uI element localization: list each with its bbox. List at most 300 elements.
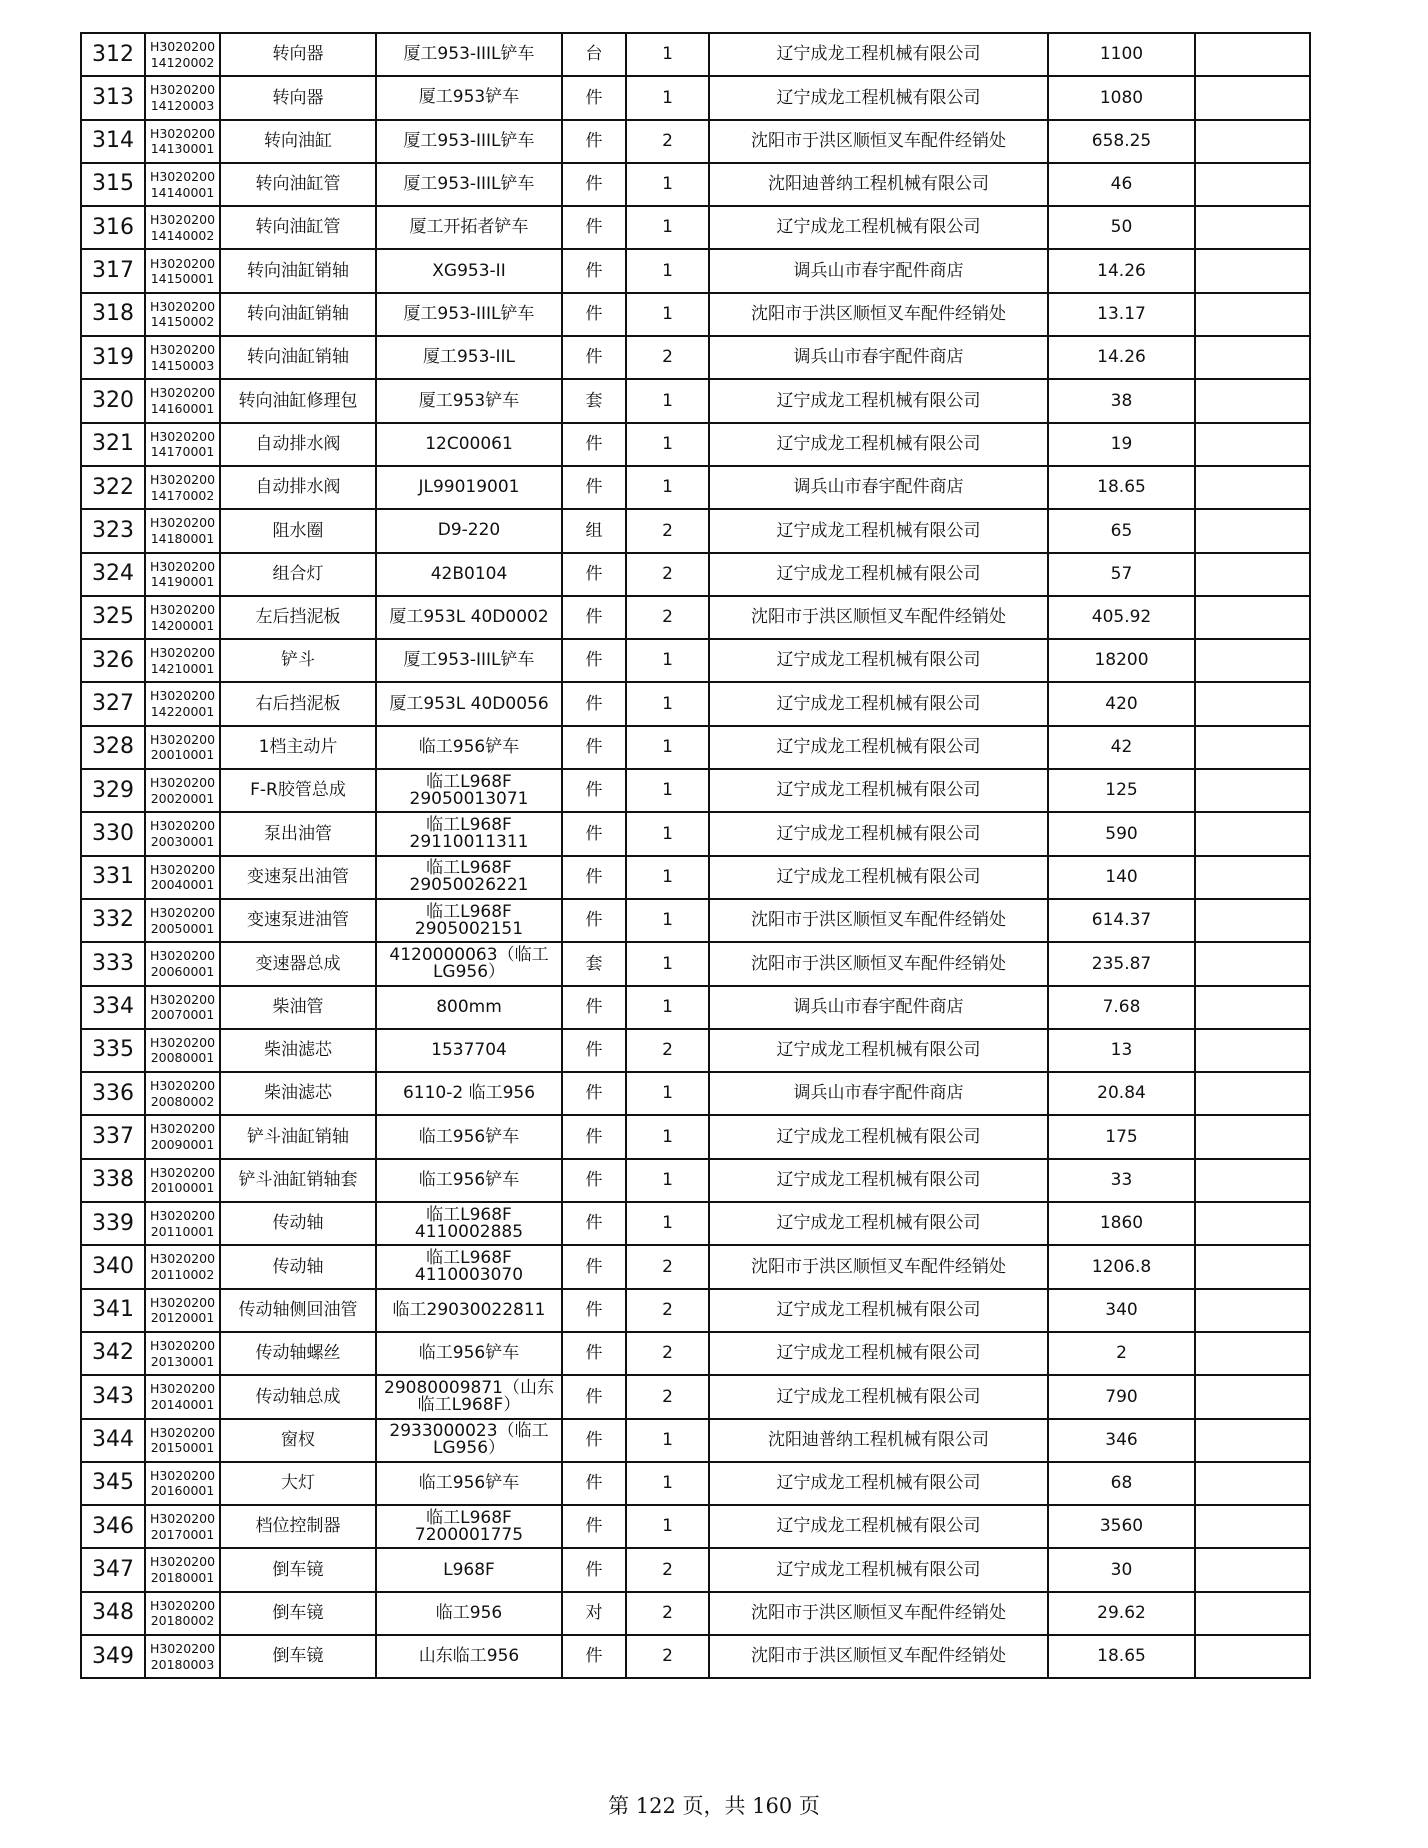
item-note xyxy=(1195,293,1310,336)
row-number: 337 xyxy=(81,1115,145,1158)
item-quantity: 1 xyxy=(626,899,709,942)
item-spec: 厦工953L 40D0056 xyxy=(376,682,562,725)
item-unit: 件 xyxy=(562,1462,626,1505)
table-row xyxy=(81,1202,1310,1245)
item-note xyxy=(1195,1289,1310,1332)
item-code: H3020200 14140002 xyxy=(145,206,220,249)
item-name: 转向油缸销轴 xyxy=(220,293,376,336)
item-note xyxy=(1195,249,1310,292)
row-number: 317 xyxy=(81,249,145,292)
item-note xyxy=(1195,1592,1310,1635)
item-name: F-R胶管总成 xyxy=(220,769,376,812)
item-code: H3020200 20070001 xyxy=(145,986,220,1029)
item-note xyxy=(1195,986,1310,1029)
item-quantity: 1 xyxy=(626,639,709,682)
item-code: H3020200 14120003 xyxy=(145,76,220,119)
item-name: 转向油缸销轴 xyxy=(220,249,376,292)
parts-price-table xyxy=(80,32,1311,1679)
item-spec: 厦工开拓者铲车 xyxy=(376,206,562,249)
table-row xyxy=(81,336,1310,379)
item-quantity: 1 xyxy=(626,1462,709,1505)
item-code: H3020200 14170001 xyxy=(145,423,220,466)
item-code: H3020200 14160001 xyxy=(145,379,220,422)
table-row xyxy=(81,1505,1310,1548)
row-number: 346 xyxy=(81,1505,145,1548)
item-supplier: 辽宁成龙工程机械有限公司 xyxy=(709,76,1048,119)
item-spec: 临工L968F 4110003070 xyxy=(376,1245,562,1288)
item-price: 38 xyxy=(1048,379,1195,422)
item-unit: 件 xyxy=(562,1548,626,1591)
item-supplier: 辽宁成龙工程机械有限公司 xyxy=(709,1375,1048,1418)
item-code: H3020200 14200001 xyxy=(145,596,220,639)
item-unit: 件 xyxy=(562,206,626,249)
item-unit: 组 xyxy=(562,509,626,552)
item-spec: 厦工953-IIIL铲车 xyxy=(376,293,562,336)
item-spec: D9-220 xyxy=(376,509,562,552)
item-code: H3020200 14140001 xyxy=(145,163,220,206)
item-code: H3020200 20010001 xyxy=(145,726,220,769)
item-supplier: 辽宁成龙工程机械有限公司 xyxy=(709,682,1048,725)
item-quantity: 1 xyxy=(626,1072,709,1115)
item-name: 大灯 xyxy=(220,1462,376,1505)
item-spec: 临工L968F 2905002151 xyxy=(376,899,562,942)
item-supplier: 沈阳市于洪区顺恒叉车配件经销处 xyxy=(709,1245,1048,1288)
row-number: 324 xyxy=(81,553,145,596)
row-number: 341 xyxy=(81,1289,145,1332)
item-supplier: 辽宁成龙工程机械有限公司 xyxy=(709,553,1048,596)
item-name: 左后挡泥板 xyxy=(220,596,376,639)
item-spec: 临工L968F 29050026221 xyxy=(376,856,562,899)
item-note xyxy=(1195,1419,1310,1462)
item-name: 转向油缸管 xyxy=(220,163,376,206)
item-unit: 台 xyxy=(562,33,626,76)
item-supplier: 调兵山市春宇配件商店 xyxy=(709,986,1048,1029)
item-name: 倒车镜 xyxy=(220,1635,376,1678)
row-number: 328 xyxy=(81,726,145,769)
item-code: H3020200 14170002 xyxy=(145,466,220,509)
item-unit: 件 xyxy=(562,120,626,163)
item-note xyxy=(1195,1375,1310,1418)
item-note xyxy=(1195,1462,1310,1505)
item-name: 泵出油管 xyxy=(220,812,376,855)
item-spec: 临工956铲车 xyxy=(376,1159,562,1202)
row-number: 321 xyxy=(81,423,145,466)
item-unit: 套 xyxy=(562,379,626,422)
item-note xyxy=(1195,726,1310,769)
item-price: 57 xyxy=(1048,553,1195,596)
item-unit: 件 xyxy=(562,726,626,769)
item-quantity: 2 xyxy=(626,1635,709,1678)
item-code: H3020200 20030001 xyxy=(145,812,220,855)
item-spec: L968F xyxy=(376,1548,562,1591)
table-row xyxy=(81,1462,1310,1505)
row-number: 336 xyxy=(81,1072,145,1115)
item-price: 346 xyxy=(1048,1419,1195,1462)
item-price: 2 xyxy=(1048,1332,1195,1375)
item-price: 46 xyxy=(1048,163,1195,206)
item-unit: 件 xyxy=(562,76,626,119)
item-spec: 厦工953L 40D0002 xyxy=(376,596,562,639)
item-name: 柴油滤芯 xyxy=(220,1072,376,1115)
item-spec: 临工L968F 29110011311 xyxy=(376,812,562,855)
item-code: H3020200 20050001 xyxy=(145,899,220,942)
item-code: H3020200 20160001 xyxy=(145,1462,220,1505)
row-number: 332 xyxy=(81,899,145,942)
row-number: 329 xyxy=(81,769,145,812)
item-name: 柴油滤芯 xyxy=(220,1029,376,1072)
item-note xyxy=(1195,163,1310,206)
item-supplier: 辽宁成龙工程机械有限公司 xyxy=(709,639,1048,682)
item-code: H3020200 20130001 xyxy=(145,1332,220,1375)
item-quantity: 1 xyxy=(626,769,709,812)
item-spec: 临工956铲车 xyxy=(376,1115,562,1158)
row-number: 330 xyxy=(81,812,145,855)
item-code: H3020200 20120001 xyxy=(145,1289,220,1332)
item-price: 13 xyxy=(1048,1029,1195,1072)
table-body xyxy=(81,33,1310,1678)
item-unit: 件 xyxy=(562,1332,626,1375)
item-unit: 件 xyxy=(562,1245,626,1288)
item-note xyxy=(1195,336,1310,379)
row-number: 344 xyxy=(81,1419,145,1462)
item-code: H3020200 20180002 xyxy=(145,1592,220,1635)
table-row xyxy=(81,596,1310,639)
item-supplier: 沈阳市于洪区顺恒叉车配件经销处 xyxy=(709,1592,1048,1635)
page-number: 第 122 页，共 160 页 xyxy=(608,1794,820,1818)
item-price: 658.25 xyxy=(1048,120,1195,163)
table-row xyxy=(81,1115,1310,1158)
item-quantity: 2 xyxy=(626,1375,709,1418)
item-code: H3020200 14220001 xyxy=(145,682,220,725)
table-row xyxy=(81,942,1310,985)
item-supplier: 沈阳市于洪区顺恒叉车配件经销处 xyxy=(709,596,1048,639)
item-code: H3020200 20110002 xyxy=(145,1245,220,1288)
row-number: 340 xyxy=(81,1245,145,1288)
item-price: 7.68 xyxy=(1048,986,1195,1029)
row-number: 342 xyxy=(81,1332,145,1375)
item-supplier: 辽宁成龙工程机械有限公司 xyxy=(709,1029,1048,1072)
item-name: 档位控制器 xyxy=(220,1505,376,1548)
row-number: 333 xyxy=(81,942,145,985)
item-name: 传动轴 xyxy=(220,1202,376,1245)
item-quantity: 2 xyxy=(626,1332,709,1375)
item-note xyxy=(1195,899,1310,942)
item-quantity: 1 xyxy=(626,1505,709,1548)
item-supplier: 调兵山市春宇配件商店 xyxy=(709,336,1048,379)
item-note xyxy=(1195,423,1310,466)
item-price: 590 xyxy=(1048,812,1195,855)
item-quantity: 1 xyxy=(626,163,709,206)
item-name: 转向油缸修理包 xyxy=(220,379,376,422)
item-quantity: 1 xyxy=(626,682,709,725)
item-price: 125 xyxy=(1048,769,1195,812)
item-spec: 29080009871（山东 临工L968F） xyxy=(376,1375,562,1418)
item-price: 14.26 xyxy=(1048,336,1195,379)
item-note xyxy=(1195,769,1310,812)
item-unit: 件 xyxy=(562,596,626,639)
item-unit: 件 xyxy=(562,1505,626,1548)
item-quantity: 2 xyxy=(626,509,709,552)
item-quantity: 2 xyxy=(626,336,709,379)
item-note xyxy=(1195,1072,1310,1115)
item-spec: 1537704 xyxy=(376,1029,562,1072)
item-code: H3020200 20140001 xyxy=(145,1375,220,1418)
item-price: 42 xyxy=(1048,726,1195,769)
table-row xyxy=(81,249,1310,292)
item-name: 传动轴 xyxy=(220,1245,376,1288)
item-unit: 件 xyxy=(562,1072,626,1115)
row-number: 349 xyxy=(81,1635,145,1678)
item-spec: 厦工953-IIL xyxy=(376,336,562,379)
item-quantity: 1 xyxy=(626,726,709,769)
item-spec: 临工L968F 4110002885 xyxy=(376,1202,562,1245)
table-row xyxy=(81,1375,1310,1418)
table-row xyxy=(81,1072,1310,1115)
item-supplier: 辽宁成龙工程机械有限公司 xyxy=(709,423,1048,466)
item-unit: 件 xyxy=(562,1029,626,1072)
item-note xyxy=(1195,33,1310,76)
table-row xyxy=(81,899,1310,942)
item-supplier: 调兵山市春宇配件商店 xyxy=(709,1072,1048,1115)
item-price: 65 xyxy=(1048,509,1195,552)
table-row xyxy=(81,986,1310,1029)
item-supplier: 辽宁成龙工程机械有限公司 xyxy=(709,1505,1048,1548)
row-number: 319 xyxy=(81,336,145,379)
item-unit: 件 xyxy=(562,466,626,509)
item-quantity: 2 xyxy=(626,1289,709,1332)
item-quantity: 1 xyxy=(626,466,709,509)
table-row xyxy=(81,293,1310,336)
item-price: 20.84 xyxy=(1048,1072,1195,1115)
item-name: 自动排水阀 xyxy=(220,466,376,509)
row-number: 343 xyxy=(81,1375,145,1418)
item-name: 变速器总成 xyxy=(220,942,376,985)
item-spec: 厦工953铲车 xyxy=(376,379,562,422)
item-name: 倒车镜 xyxy=(220,1592,376,1635)
item-spec: 厦工953铲车 xyxy=(376,76,562,119)
item-supplier: 辽宁成龙工程机械有限公司 xyxy=(709,509,1048,552)
item-code: H3020200 20100001 xyxy=(145,1159,220,1202)
item-unit: 件 xyxy=(562,1159,626,1202)
item-supplier: 辽宁成龙工程机械有限公司 xyxy=(709,206,1048,249)
item-name: 阻水圈 xyxy=(220,509,376,552)
item-price: 18200 xyxy=(1048,639,1195,682)
item-unit: 件 xyxy=(562,293,626,336)
item-price: 18.65 xyxy=(1048,1635,1195,1678)
table-row xyxy=(81,812,1310,855)
item-price: 14.26 xyxy=(1048,249,1195,292)
item-name: 铲斗 xyxy=(220,639,376,682)
item-note xyxy=(1195,76,1310,119)
row-number: 318 xyxy=(81,293,145,336)
item-code: H3020200 14120002 xyxy=(145,33,220,76)
row-number: 327 xyxy=(81,682,145,725)
item-price: 29.62 xyxy=(1048,1592,1195,1635)
item-quantity: 1 xyxy=(626,33,709,76)
row-number: 323 xyxy=(81,509,145,552)
item-supplier: 沈阳市于洪区顺恒叉车配件经销处 xyxy=(709,293,1048,336)
row-number: 322 xyxy=(81,466,145,509)
item-price: 3560 xyxy=(1048,1505,1195,1548)
item-price: 614.37 xyxy=(1048,899,1195,942)
item-quantity: 1 xyxy=(626,1159,709,1202)
item-quantity: 1 xyxy=(626,423,709,466)
table-row xyxy=(81,1289,1310,1332)
item-spec: 临工956铲车 xyxy=(376,1332,562,1375)
item-name: 变速泵出油管 xyxy=(220,856,376,899)
item-quantity: 2 xyxy=(626,1548,709,1591)
item-supplier: 辽宁成龙工程机械有限公司 xyxy=(709,1289,1048,1332)
table-row xyxy=(81,1592,1310,1635)
item-price: 235.87 xyxy=(1048,942,1195,985)
table-row xyxy=(81,1245,1310,1288)
table-row xyxy=(81,726,1310,769)
item-name: 转向油缸管 xyxy=(220,206,376,249)
item-spec: 厦工953-IIIL铲车 xyxy=(376,33,562,76)
row-number: 331 xyxy=(81,856,145,899)
item-note xyxy=(1195,466,1310,509)
item-quantity: 1 xyxy=(626,812,709,855)
item-spec: 临工956铲车 xyxy=(376,726,562,769)
item-note xyxy=(1195,379,1310,422)
row-number: 335 xyxy=(81,1029,145,1072)
item-quantity: 2 xyxy=(626,1245,709,1288)
item-code: H3020200 20150001 xyxy=(145,1419,220,1462)
item-note xyxy=(1195,1635,1310,1678)
item-unit: 件 xyxy=(562,1115,626,1158)
item-name: 转向器 xyxy=(220,76,376,119)
item-unit: 件 xyxy=(562,249,626,292)
item-code: H3020200 14150001 xyxy=(145,249,220,292)
item-quantity: 1 xyxy=(626,942,709,985)
item-supplier: 辽宁成龙工程机械有限公司 xyxy=(709,856,1048,899)
item-code: H3020200 20110001 xyxy=(145,1202,220,1245)
item-price: 33 xyxy=(1048,1159,1195,1202)
item-spec: 6110-2 临工956 xyxy=(376,1072,562,1115)
item-spec: 临工956铲车 xyxy=(376,1462,562,1505)
item-quantity: 1 xyxy=(626,986,709,1029)
item-price: 405.92 xyxy=(1048,596,1195,639)
item-name: 传动轴总成 xyxy=(220,1375,376,1418)
item-unit: 对 xyxy=(562,1592,626,1635)
item-code: H3020200 20060001 xyxy=(145,942,220,985)
row-number: 338 xyxy=(81,1159,145,1202)
item-supplier: 沈阳迪普纳工程机械有限公司 xyxy=(709,1419,1048,1462)
item-unit: 件 xyxy=(562,1635,626,1678)
item-spec: 临工956 xyxy=(376,1592,562,1635)
item-note xyxy=(1195,942,1310,985)
item-name: 自动排水阀 xyxy=(220,423,376,466)
item-supplier: 辽宁成龙工程机械有限公司 xyxy=(709,812,1048,855)
item-supplier: 辽宁成龙工程机械有限公司 xyxy=(709,379,1048,422)
item-code: H3020200 14150002 xyxy=(145,293,220,336)
item-spec: 临工L968F 29050013071 xyxy=(376,769,562,812)
table-row xyxy=(81,1029,1310,1072)
row-number: 312 xyxy=(81,33,145,76)
item-note xyxy=(1195,639,1310,682)
item-price: 175 xyxy=(1048,1115,1195,1158)
row-number: 315 xyxy=(81,163,145,206)
item-unit: 件 xyxy=(562,336,626,379)
row-number: 345 xyxy=(81,1462,145,1505)
table-row xyxy=(81,553,1310,596)
item-quantity: 1 xyxy=(626,1115,709,1158)
item-code: H3020200 20180003 xyxy=(145,1635,220,1678)
item-unit: 件 xyxy=(562,986,626,1029)
item-unit: 件 xyxy=(562,163,626,206)
item-price: 140 xyxy=(1048,856,1195,899)
item-name: 窗杈 xyxy=(220,1419,376,1462)
item-supplier: 辽宁成龙工程机械有限公司 xyxy=(709,1115,1048,1158)
item-name: 柴油管 xyxy=(220,986,376,1029)
row-number: 334 xyxy=(81,986,145,1029)
table-row xyxy=(81,509,1310,552)
item-code: H3020200 14130001 xyxy=(145,120,220,163)
item-code: H3020200 20090001 xyxy=(145,1115,220,1158)
item-supplier: 沈阳市于洪区顺恒叉车配件经销处 xyxy=(709,899,1048,942)
item-note xyxy=(1195,596,1310,639)
item-price: 420 xyxy=(1048,682,1195,725)
item-supplier: 辽宁成龙工程机械有限公司 xyxy=(709,33,1048,76)
item-unit: 件 xyxy=(562,553,626,596)
item-price: 30 xyxy=(1048,1548,1195,1591)
item-quantity: 1 xyxy=(626,206,709,249)
item-unit: 件 xyxy=(562,1419,626,1462)
item-unit: 件 xyxy=(562,812,626,855)
item-code: H3020200 14210001 xyxy=(145,639,220,682)
item-spec: 厦工953-IIIL铲车 xyxy=(376,163,562,206)
item-price: 1100 xyxy=(1048,33,1195,76)
item-spec: 12C00061 xyxy=(376,423,562,466)
item-quantity: 1 xyxy=(626,249,709,292)
item-code: H3020200 20180001 xyxy=(145,1548,220,1591)
item-price: 68 xyxy=(1048,1462,1195,1505)
item-name: 1档主动片 xyxy=(220,726,376,769)
item-name: 转向器 xyxy=(220,33,376,76)
item-note xyxy=(1195,509,1310,552)
item-price: 340 xyxy=(1048,1289,1195,1332)
item-spec: JL99019001 xyxy=(376,466,562,509)
item-note xyxy=(1195,1115,1310,1158)
item-supplier: 沈阳迪普纳工程机械有限公司 xyxy=(709,163,1048,206)
item-supplier: 调兵山市春宇配件商店 xyxy=(709,249,1048,292)
item-supplier: 沈阳市于洪区顺恒叉车配件经销处 xyxy=(709,120,1048,163)
item-code: H3020200 14150003 xyxy=(145,336,220,379)
item-spec: 山东临工956 xyxy=(376,1635,562,1678)
table-row xyxy=(81,423,1310,466)
item-quantity: 1 xyxy=(626,293,709,336)
table-row xyxy=(81,1419,1310,1462)
item-note xyxy=(1195,1332,1310,1375)
item-code: H3020200 20040001 xyxy=(145,856,220,899)
item-price: 1860 xyxy=(1048,1202,1195,1245)
row-number: 326 xyxy=(81,639,145,682)
item-quantity: 1 xyxy=(626,856,709,899)
item-note xyxy=(1195,553,1310,596)
table-row xyxy=(81,1548,1310,1591)
table-row xyxy=(81,1332,1310,1375)
table-row xyxy=(81,120,1310,163)
item-quantity: 2 xyxy=(626,120,709,163)
row-number: 325 xyxy=(81,596,145,639)
item-name: 变速泵进油管 xyxy=(220,899,376,942)
item-supplier: 调兵山市春宇配件商店 xyxy=(709,466,1048,509)
item-unit: 套 xyxy=(562,942,626,985)
item-supplier: 辽宁成龙工程机械有限公司 xyxy=(709,1548,1048,1591)
item-quantity: 2 xyxy=(626,553,709,596)
item-code: H3020200 20080002 xyxy=(145,1072,220,1115)
item-name: 传动轴螺丝 xyxy=(220,1332,376,1375)
